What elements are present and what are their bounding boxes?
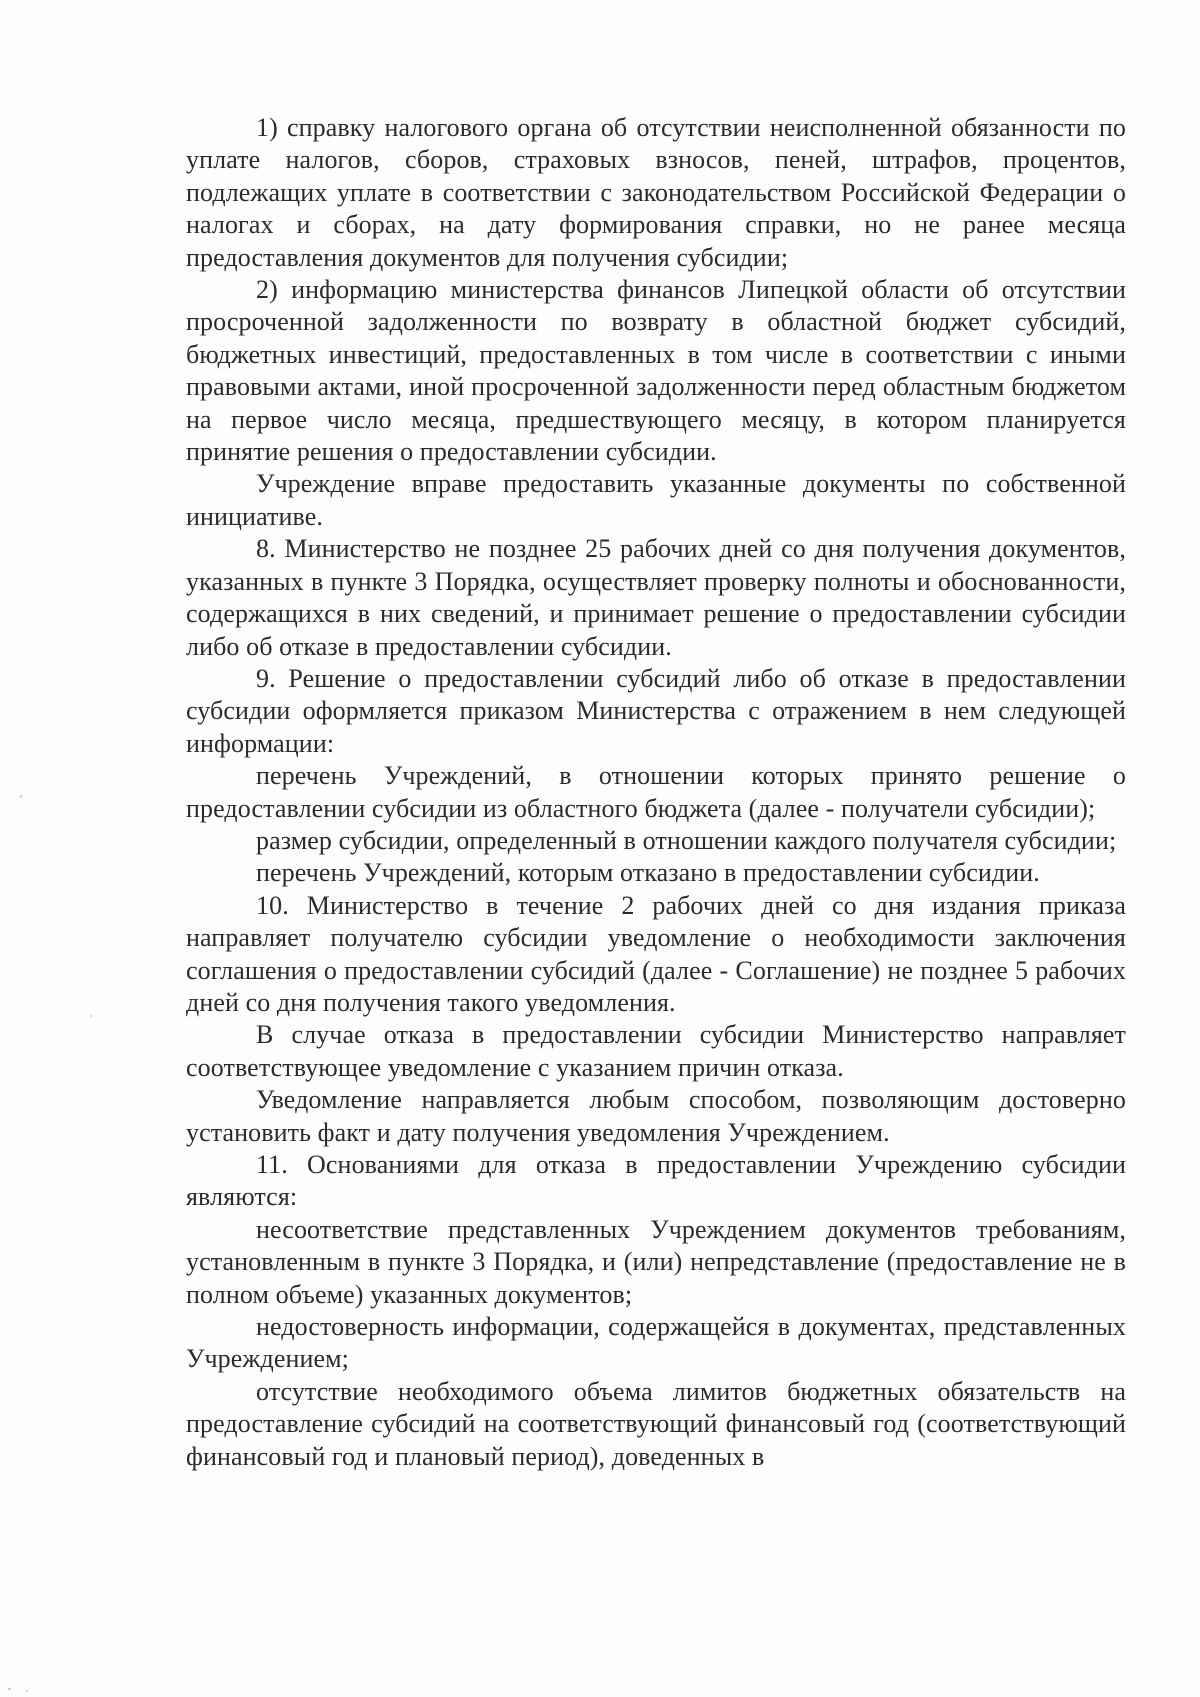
- paragraph-documents-mismatch: несоответствие представленных Учреждением документов требованиям, установленным в пункте 3 Порядка, и (или) непредставление (предоставление не в полном объеме) указанных документов;: [186, 1214, 1126, 1309]
- paragraph-clause-11: 11. Основаниями для отказа в предоставлении Учреждению субсидии являются:: [186, 1150, 1126, 1212]
- document-body: [186, 112, 1126, 1473]
- paragraph-unreliable-info: недостоверность информации, содержащейся в документах, представленных Учреждением;: [186, 1312, 1126, 1374]
- paragraph-recipients-list: перечень Учреждений, в отношении которых принято решение о предоставлении субсидии из областного бюджета (далее - получатели субсидии);: [186, 761, 1126, 823]
- paragraph-clause-8: 8. Министерство не позднее 25 рабочих дней со дня получения документов, указанных в пункте 3 Порядка, осуществляет проверку полноты и обоснованности, содержащихся в них сведений, и принимает решение о предоставлении субсидии либо об отказе в предоставлении субсидии.: [186, 534, 1126, 661]
- scan-speck: [26, 1690, 28, 1692]
- scan-speck: [20, 795, 22, 798]
- paragraph-clause-10: 10. Министерство в течение 2 рабочих дней со дня издания приказа направляет получателю субсидии уведомление о необходимости заключения соглашения о предоставлении субсидий (далее - Соглашение) не позднее 5 рабочих дней со дня получения такого уведомления.: [186, 890, 1126, 1017]
- paragraph-refused-list: перечень Учреждений, которым отказано в предоставлении субсидии.: [256, 858, 1040, 888]
- paragraph-tax-certificate: 1) справку налогового органа об отсутствии неисполненной обязанности по уплате налогов, сборов, страховых взносов, пеней, штрафов, процентов, подлежащих уплате в соответствии с законодательством Российской Федерации о налогах и сборах, на дату формирования справки, но не ранее месяца предоставления документов для получения субсидии;: [186, 113, 1126, 272]
- paragraph-budget-limits: отсутствие необходимого объема лимитов бюджетных обязательств на предоставление субсидий на соответствующий финансовый год (соответствующий финансовый год и плановый период), доведенных в: [186, 1376, 1126, 1471]
- paragraph-clause-9: 9. Решение о предоставлении субсидий либо об отказе в предоставлении субсидии оформляется приказом Министерства с отражением в нем следующей информации:: [186, 663, 1126, 758]
- paragraph-refusal-notice: В случае отказа в предоставлении субсидии Министерство направляет соответствующее уведомление с указанием причин отказа.: [186, 1020, 1126, 1082]
- paragraph-own-initiative: Учреждение вправе предоставить указанные документы по собственной инициативе.: [186, 469, 1126, 531]
- paragraph-subsidy-amount: размер субсидии, определенный в отношении каждого получателя субсидии;: [256, 825, 1117, 855]
- scan-speck: [8, 1688, 11, 1690]
- scan-speck: [90, 1015, 92, 1017]
- paragraph-notice-delivery: Уведомление направляется любым способом, позволяющим достоверно установить факт и дату получения уведомления Учреждением.: [186, 1085, 1126, 1147]
- paragraph-finance-ministry-info: 2) информацию министерства финансов Липецкой области об отсутствии просроченной задолженности по возврату в областной бюджет субсидий, бюджетных инвестиций, предоставленных в том числе в соответствии с иными правовыми актами, иной просроченной задолженности перед областным бюджетом на первое число месяца, предшествующего месяцу, в котором планируется принятие решения о предоставлении субсидии.: [186, 275, 1126, 467]
